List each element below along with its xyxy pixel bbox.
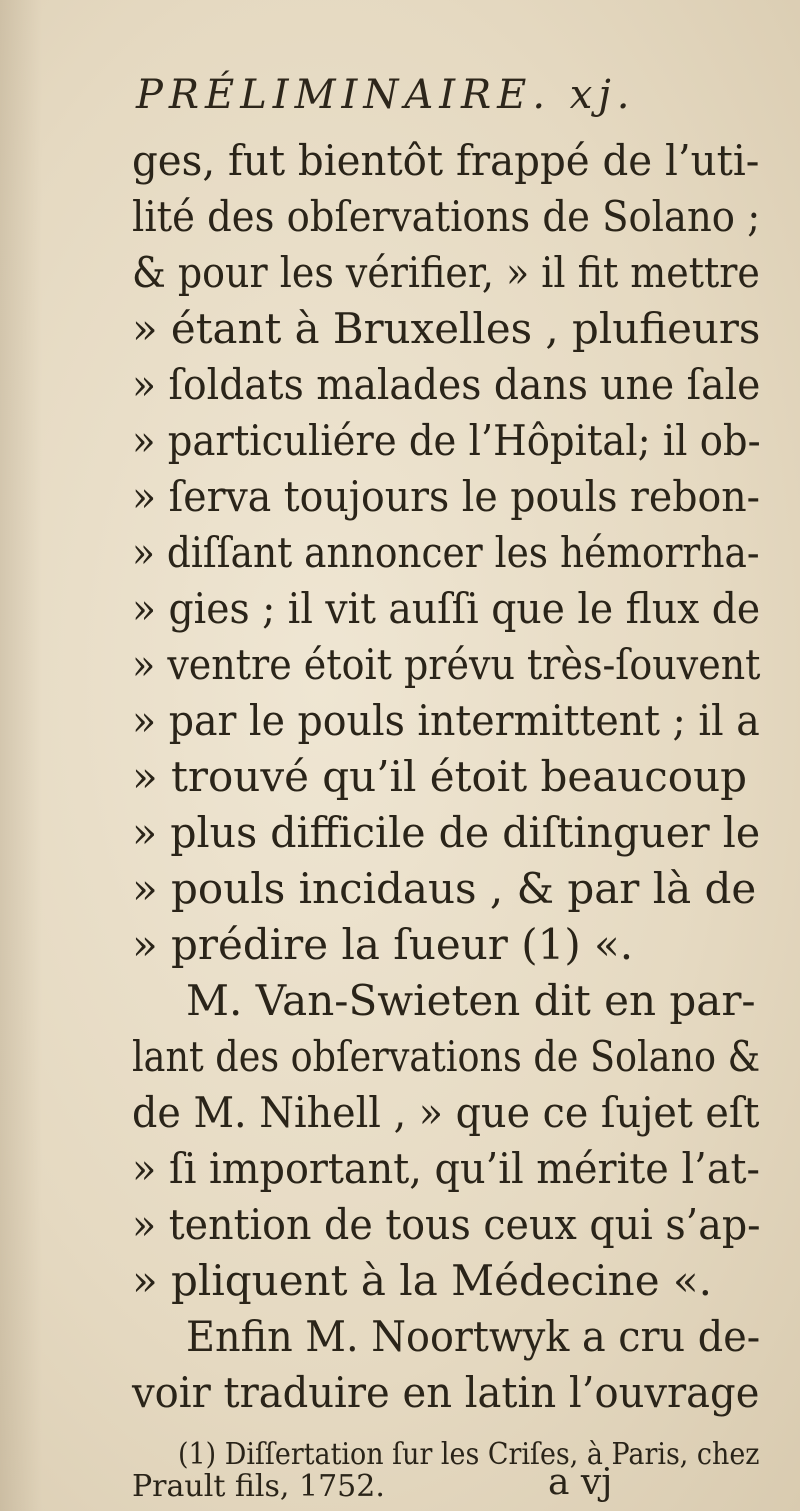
text-line: » ſerva toujours le pouls rebon-	[132, 472, 760, 521]
text-line: » pliquent à la Médecine «.	[132, 1256, 712, 1305]
text-line: voir traduire en latin l’ouvrage	[132, 1368, 760, 1417]
page-edge-shadow	[0, 0, 42, 1511]
text-line: » ſoldats malades dans une ſale	[132, 360, 761, 409]
running-head: PRÉLIMINAIRE. xj.	[136, 72, 636, 118]
text-line: » étant à Bruxelles , plufieurs	[132, 304, 761, 353]
text-line: » gies ; il vit auſſi que le flux de	[132, 584, 761, 633]
text-line: lité des obſervations de Solano ;	[132, 192, 761, 241]
text-line: » ſi important, qu’il mérite l’at-	[132, 1144, 760, 1193]
catchword: a vj	[548, 1462, 613, 1503]
footnote-line: Prault fils, 1752.	[132, 1469, 385, 1504]
text-line: » diſſant annoncer les hémorrha-	[132, 528, 760, 577]
text-line: » trouvé qu’il étoit beaucoup	[132, 752, 748, 801]
text-line: » particuliére de l’Hôpital; il ob-	[132, 416, 761, 465]
footnote-line: (1) Diſſertation ſur les Criſes, à Paris, chez	[178, 1437, 760, 1472]
text-line: » prédire la ſueur (1) «.	[132, 920, 634, 969]
text-line: » pouls incidaus , & par là de	[132, 864, 757, 913]
text-line: » tention de tous ceux qui s’ap-	[132, 1200, 761, 1249]
text-line: » par le pouls intermittent ; il a	[132, 696, 760, 745]
text-line: ges, fut bientôt frappé de l’uti-	[132, 136, 760, 185]
text-line: M. Van-Swieten dit en par-	[186, 976, 756, 1025]
text-line: lant des obſervations de Solano &	[132, 1032, 761, 1081]
text-line: Enfin M. Noortwyk a cru de-	[186, 1312, 761, 1361]
text-line: » plus difficile de diſtinguer le	[132, 808, 761, 857]
text-line: de M. Nihell , » que ce ſujet eſt	[132, 1088, 760, 1137]
text-line: & pour les vérifier, » il fit mettre	[132, 248, 760, 297]
text-line: » ventre étoit prévu très-ſouvent	[132, 640, 761, 689]
